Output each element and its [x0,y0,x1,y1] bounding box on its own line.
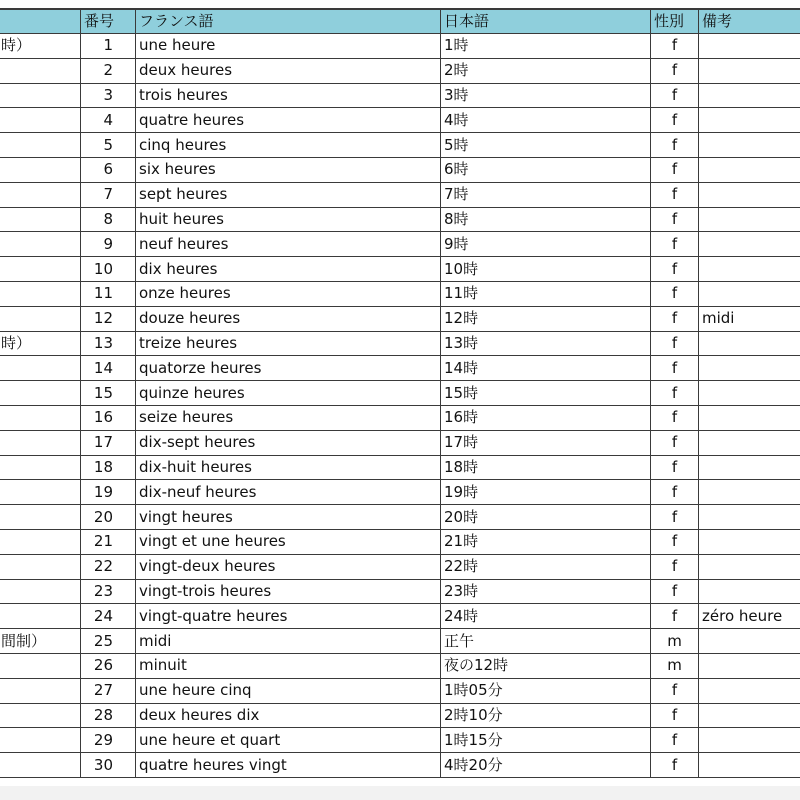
cell-group[interactable] [0,703,81,728]
cell-note[interactable] [699,83,800,108]
cell-japanese[interactable]: 11時 [441,281,651,306]
table-row [0,232,800,257]
cell-number[interactable]: 1 [81,34,136,59]
cell-japanese[interactable]: 4時20分 [441,753,651,778]
cell-note[interactable] [699,34,800,59]
cell-french[interactable]: dix-huit heures [136,455,441,480]
cell-japanese[interactable]: 13時 [441,331,651,356]
cell-gender[interactable]: f [651,232,699,257]
cell-french[interactable]: midi [136,629,441,654]
cell-french[interactable]: vingt-deux heures [136,554,441,579]
cell-note[interactable] [699,232,800,257]
cell-number[interactable]: 26 [81,653,136,678]
cell-number[interactable]: 6 [81,157,136,182]
cell-japanese[interactable]: 16時 [441,405,651,430]
cell-french[interactable]: minuit [136,653,441,678]
cell-number[interactable]: 27 [81,678,136,703]
cell-japanese[interactable]: 1時15分 [441,728,651,753]
table-row [0,455,800,480]
cell-note[interactable] [699,257,800,282]
cell-note[interactable] [699,108,800,133]
cell-group[interactable]: 時） [0,34,81,59]
cell-gender[interactable]: f [651,331,699,356]
cell-group[interactable] [0,753,81,778]
cell-japanese[interactable]: 18時 [441,455,651,480]
cell-note[interactable] [699,579,800,604]
cell-number[interactable]: 21 [81,529,136,554]
cell-japanese[interactable]: 2時10分 [441,703,651,728]
cell-note[interactable] [699,182,800,207]
cell-gender[interactable]: f [651,108,699,133]
cell-gender[interactable]: f [651,703,699,728]
cell-number[interactable]: 22 [81,554,136,579]
cell-french[interactable]: quatre heures vingt [136,753,441,778]
cell-gender[interactable]: f [651,182,699,207]
cell-gender[interactable]: f [651,430,699,455]
cell-gender[interactable]: f [651,505,699,530]
table-row [0,678,800,703]
table-row [0,83,800,108]
cell-note[interactable]: zéro heure [699,604,800,629]
cell-japanese[interactable]: 14時 [441,356,651,381]
cell-group[interactable] [0,232,81,257]
cell-group[interactable] [0,529,81,554]
cell-group[interactable]: 時） [0,331,81,356]
cell-gender[interactable]: m [651,653,699,678]
table-row [0,480,800,505]
cell-japanese[interactable]: 17時 [441,430,651,455]
cell-japanese[interactable]: 正午 [441,629,651,654]
cell-gender[interactable]: f [651,678,699,703]
cell-gender[interactable]: f [651,579,699,604]
cell-note[interactable] [699,207,800,232]
cell-japanese[interactable]: 7時 [441,182,651,207]
cell-group[interactable] [0,108,81,133]
sheet-bottom-edge [0,786,800,800]
cell-french[interactable]: douze heures [136,306,441,331]
cell-gender[interactable]: f [651,604,699,629]
cell-group[interactable] [0,182,81,207]
cell-number[interactable]: 28 [81,703,136,728]
cell-number[interactable]: 9 [81,232,136,257]
cell-japanese[interactable]: 21時 [441,529,651,554]
cell-number[interactable]: 4 [81,108,136,133]
table-row [0,554,800,579]
table-row [0,34,800,59]
cell-group[interactable] [0,728,81,753]
header-cell-gender[interactable]: 性別 [651,9,699,34]
cell-group[interactable] [0,678,81,703]
cell-japanese[interactable]: 20時 [441,505,651,530]
cell-french[interactable]: dix-sept heures [136,430,441,455]
cell-number[interactable]: 15 [81,381,136,406]
vocabulary-table [0,8,800,778]
cell-french[interactable]: une heure et quart [136,728,441,753]
cell-japanese[interactable]: 15時 [441,381,651,406]
header-cell-group[interactable] [0,9,81,34]
table-row [0,356,800,381]
table-row [0,381,800,406]
cell-french[interactable]: six heures [136,157,441,182]
table-row [0,653,800,678]
table-row [0,405,800,430]
cell-group[interactable] [0,58,81,83]
header-cell-note[interactable]: 備考 [699,9,800,34]
cell-gender[interactable]: f [651,554,699,579]
cell-french[interactable]: sept heures [136,182,441,207]
cell-french[interactable]: seize heures [136,405,441,430]
cell-japanese[interactable]: 22時 [441,554,651,579]
cell-gender[interactable]: f [651,753,699,778]
cell-number[interactable]: 29 [81,728,136,753]
cell-group[interactable] [0,133,81,158]
cell-japanese[interactable]: 19時 [441,480,651,505]
table-row [0,133,800,158]
cell-french[interactable]: neuf heures [136,232,441,257]
cell-gender[interactable]: f [651,281,699,306]
cell-group[interactable] [0,405,81,430]
cell-group[interactable] [0,381,81,406]
cell-group[interactable] [0,579,81,604]
cell-note[interactable] [699,455,800,480]
cell-french[interactable]: quatre heures [136,108,441,133]
cell-number[interactable]: 24 [81,604,136,629]
cell-number[interactable]: 12 [81,306,136,331]
cell-number[interactable]: 5 [81,133,136,158]
cell-number[interactable]: 10 [81,257,136,282]
table-row [0,281,800,306]
cell-note[interactable] [699,430,800,455]
header-cell-number[interactable]: 番号 [81,9,136,34]
cell-group[interactable] [0,505,81,530]
cell-note[interactable] [699,133,800,158]
table-row [0,257,800,282]
cell-note[interactable] [699,678,800,703]
cell-gender[interactable]: f [651,306,699,331]
cell-number[interactable]: 18 [81,455,136,480]
cell-note[interactable] [699,728,800,753]
cell-group[interactable] [0,554,81,579]
cell-french[interactable]: vingt heures [136,505,441,530]
cell-french[interactable]: quinze heures [136,381,441,406]
table-body [0,34,800,778]
table-row [0,331,800,356]
cell-gender[interactable]: f [651,381,699,406]
cell-note[interactable] [699,753,800,778]
cell-gender[interactable]: f [651,728,699,753]
table-row [0,306,800,331]
cell-french[interactable]: dix-neuf heures [136,480,441,505]
cell-japanese[interactable]: 23時 [441,579,651,604]
header-cell-french[interactable]: フランス語 [136,9,441,34]
cell-note[interactable] [699,629,800,654]
cell-gender[interactable]: f [651,455,699,480]
cell-french[interactable]: quatorze heures [136,356,441,381]
cell-french[interactable]: huit heures [136,207,441,232]
cell-french[interactable]: une heure cinq [136,678,441,703]
cell-group[interactable] [0,257,81,282]
cell-gender[interactable]: f [651,529,699,554]
cell-note[interactable]: midi [699,306,800,331]
cell-french[interactable]: trois heures [136,83,441,108]
cell-note[interactable] [699,554,800,579]
cell-number[interactable]: 19 [81,480,136,505]
table-row [0,629,800,654]
cell-note[interactable] [699,356,800,381]
cell-note[interactable] [699,529,800,554]
cell-note[interactable] [699,381,800,406]
cell-french[interactable]: treize heures [136,331,441,356]
cell-group[interactable] [0,306,81,331]
table-row [0,703,800,728]
table-row [0,58,800,83]
cell-number[interactable]: 2 [81,58,136,83]
cell-group[interactable] [0,653,81,678]
cell-gender[interactable]: f [651,356,699,381]
cell-number[interactable]: 17 [81,430,136,455]
cell-note[interactable] [699,703,800,728]
cell-group[interactable] [0,157,81,182]
cell-gender[interactable]: f [651,157,699,182]
cell-gender[interactable]: f [651,480,699,505]
table-row [0,430,800,455]
cell-french[interactable]: une heure [136,34,441,59]
cell-note[interactable] [699,58,800,83]
cell-note[interactable] [699,505,800,530]
table-row [0,108,800,133]
cell-group[interactable] [0,281,81,306]
cell-japanese[interactable]: 4時 [441,108,651,133]
table-row [0,157,800,182]
cell-gender[interactable]: f [651,34,699,59]
cell-japanese[interactable]: 1時 [441,34,651,59]
cell-note[interactable] [699,653,800,678]
cell-japanese[interactable]: 8時 [441,207,651,232]
cell-group[interactable]: 間制） [0,629,81,654]
cell-note[interactable] [699,405,800,430]
cell-note[interactable] [699,281,800,306]
cell-number[interactable]: 16 [81,405,136,430]
cell-french[interactable]: vingt-trois heures [136,579,441,604]
cell-gender[interactable]: f [651,207,699,232]
cell-french[interactable]: onze heures [136,281,441,306]
cell-number[interactable]: 20 [81,505,136,530]
cell-french[interactable]: vingt et une heures [136,529,441,554]
table-row [0,207,800,232]
cell-japanese[interactable]: 12時 [441,306,651,331]
cell-french[interactable]: vingt-quatre heures [136,604,441,629]
cell-japanese[interactable]: 夜の12時 [441,653,651,678]
table-row [0,182,800,207]
table-row [0,753,800,778]
cell-group[interactable] [0,604,81,629]
cell-number[interactable]: 8 [81,207,136,232]
cell-gender[interactable]: f [651,405,699,430]
cell-gender[interactable]: f [651,133,699,158]
cell-french[interactable]: dix heures [136,257,441,282]
table-row [0,604,800,629]
cell-group[interactable] [0,430,81,455]
cell-group[interactable] [0,83,81,108]
cell-number[interactable]: 14 [81,356,136,381]
cell-note[interactable] [699,331,800,356]
cell-gender[interactable]: f [651,257,699,282]
cell-number[interactable]: 25 [81,629,136,654]
cell-number[interactable]: 30 [81,753,136,778]
table-row [0,728,800,753]
cell-number[interactable]: 23 [81,579,136,604]
table-row [0,579,800,604]
table-row [0,529,800,554]
cell-japanese[interactable]: 3時 [441,83,651,108]
cell-french[interactable]: deux heures dix [136,703,441,728]
cell-gender[interactable]: f [651,58,699,83]
cell-japanese[interactable]: 1時05分 [441,678,651,703]
cell-number[interactable]: 3 [81,83,136,108]
cell-gender[interactable]: m [651,629,699,654]
header-cell-japanese[interactable]: 日本語 [441,9,651,34]
cell-group[interactable] [0,480,81,505]
cell-japanese[interactable]: 24時 [441,604,651,629]
cell-japanese[interactable]: 2時 [441,58,651,83]
cell-group[interactable] [0,356,81,381]
cell-group[interactable] [0,455,81,480]
cell-note[interactable] [699,157,800,182]
cell-japanese[interactable]: 6時 [441,157,651,182]
table-row [0,505,800,530]
cell-gender[interactable]: f [651,83,699,108]
header-row [0,9,800,34]
cell-number[interactable]: 7 [81,182,136,207]
cell-number[interactable]: 11 [81,281,136,306]
cell-japanese[interactable]: 9時 [441,232,651,257]
cell-japanese[interactable]: 10時 [441,257,651,282]
cell-japanese[interactable]: 5時 [441,133,651,158]
cell-french[interactable]: cinq heures [136,133,441,158]
cell-number[interactable]: 13 [81,331,136,356]
cell-french[interactable]: deux heures [136,58,441,83]
cell-group[interactable] [0,207,81,232]
cell-note[interactable] [699,480,800,505]
